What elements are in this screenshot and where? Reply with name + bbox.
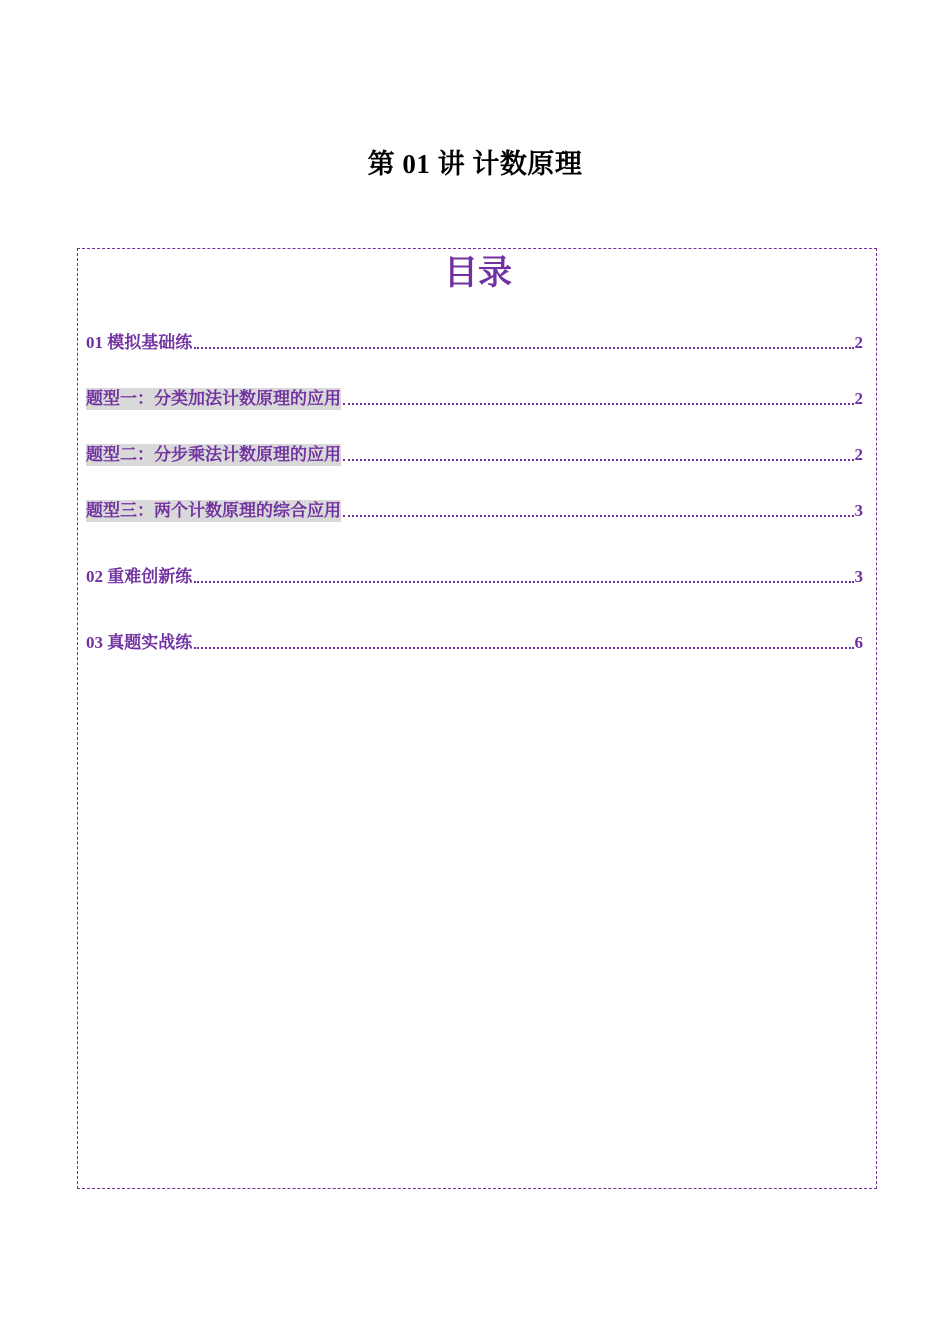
toc-entry-page-number: 3	[854, 567, 863, 586]
dot-leader	[343, 403, 854, 405]
toc-entry-page-number: 6	[854, 633, 863, 652]
toc-entry-type-1[interactable]	[86, 386, 863, 410]
toc-entry-practice-advanced[interactable]	[86, 564, 863, 588]
toc-entry-type-3[interactable]	[86, 498, 863, 522]
toc-entry-label: 01 模拟基础练	[86, 333, 193, 352]
toc-entry-label: 题型一：分类加法计数原理的应用	[86, 389, 341, 408]
dot-leader	[194, 581, 853, 583]
toc-entry-page-number: 2	[854, 445, 863, 464]
toc-entry-practice-basic[interactable]	[86, 330, 863, 354]
toc-entry-label: 题型二：分步乘法计数原理的应用	[86, 445, 341, 464]
toc-entry-type-2[interactable]	[86, 442, 863, 466]
toc-heading: 目录	[444, 253, 512, 293]
toc-entry-page-number: 2	[854, 333, 863, 352]
page-title: 第 01 讲 计数原理	[367, 149, 583, 179]
dot-leader	[194, 647, 853, 649]
toc-entry-label: 03 真题实战练	[86, 633, 193, 652]
dot-leader	[343, 459, 854, 461]
toc-entry-label: 02 重难创新练	[86, 567, 193, 586]
toc-entry-practice-exam[interactable]	[86, 630, 863, 654]
dot-leader	[343, 515, 854, 517]
toc-entry-page-number: 2	[854, 389, 863, 408]
toc-entry-label: 题型三：两个计数原理的综合应用	[86, 501, 341, 520]
toc-entry-page-number: 3	[854, 501, 863, 520]
dot-leader	[194, 347, 853, 349]
